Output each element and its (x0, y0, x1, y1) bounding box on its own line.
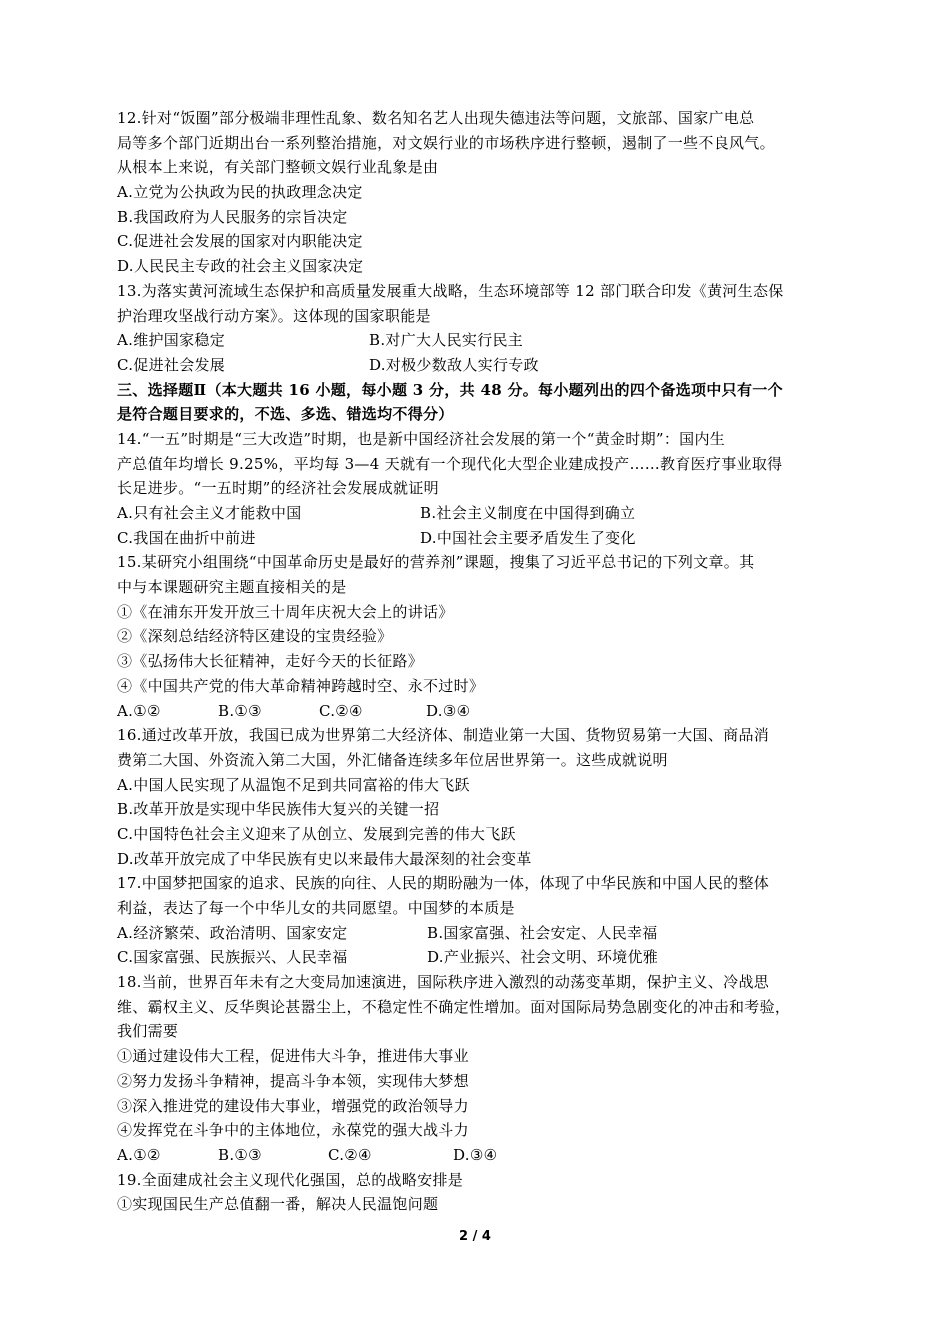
q18-item-2: ②努力发扬斗争精神，提高斗争本领，实现伟大梦想 (117, 1071, 469, 1090)
q15-option-c: C.②④ (319, 701, 363, 720)
q13-stem-line-1: 13.为落实黄河流域生态保护和高质量发展重大战略，生态环境部等 12 部门联合印发《黄河生态保 (117, 281, 784, 300)
q18-option-c: C.②④ (328, 1145, 372, 1164)
q14-stem-line-3: 长足进步。“一五时期”的经济社会发展成就证明 (117, 479, 439, 498)
q18-stem-line-1: 18.当前，世界百年未有之大变局加速演进，国际秩序进入激烈的动荡变革期，保护主义、冷战思 (117, 973, 770, 992)
q17-options-row-1 (117, 921, 837, 946)
q15-option-b: B.①③ (218, 701, 262, 720)
q13-options-row-2 (117, 353, 837, 378)
q18-stem-line-2: 维、霸权主义、反华舆论甚嚣尘上，不稳定性不确定性增加。面对国际局势急剧变化的冲击和考验， (117, 997, 791, 1016)
q18-item-1: ①通过建设伟大工程，促进伟大斗争，推进伟大事业 (117, 1047, 469, 1066)
q14-options-row-2 (117, 526, 837, 551)
q14-option-c: C.我国在曲折中前进 (117, 528, 256, 547)
q17-option-c: C.国家富强、民族振兴、人民幸福 (117, 948, 348, 967)
q13-option-a: A.维护国家稳定 (117, 331, 226, 350)
q16-option-c: C.中国特色社会主义迎来了从创立、发展到完善的伟大飞跃 (117, 824, 516, 843)
q12-stem-line-2: 局等多个部门近期出台一系列整治措施，对文娱行业的市场秩序进行整顿，遏制了一些不良风气。 (117, 133, 775, 152)
q15-item-4: ④《中国共产党的伟大革命精神跨越时空、永不过时》 (117, 676, 485, 695)
page-number: 2 / 4 (459, 1229, 491, 1244)
section-3-heading-line-2: 是符合题目要求的，不选、多选、错选均不得分） (117, 405, 454, 424)
q15-item-3: ③《弘扬伟大长征精神，走好今天的长征路》 (117, 652, 424, 671)
q15-stem-line-2: 中与本课题研究主题直接相关的是 (117, 578, 347, 597)
q14-stem-line-2: 产总值年均增长 9.25%，平均每 3—4 天就有一个现代化大型企业建成投产……教育医疗事业取得 (117, 454, 783, 473)
section-3-heading-line-1: 三、选择题Ⅱ（本大题共 16 小题，每小题 3 分，共 48 分。每小题列出的四个备选项中只有一个 (117, 380, 783, 399)
q17-stem-line-2: 利益，表达了每一个中华儿女的共同愿望。中国梦的本质是 (117, 899, 515, 917)
q15-options-row (117, 699, 837, 724)
q18-stem-line-3: 我们需要 (117, 1022, 179, 1041)
q15-item-2: ②《深刻总结经济特区建设的宝贵经验》 (117, 627, 393, 646)
q13-stem-line-2: 护治理攻坚战行动方案》。这体现的国家职能是 (117, 306, 431, 325)
q12-option-d: D.人民民主专政的社会主义国家决定 (117, 257, 364, 276)
q16-option-d: D.改革开放完成了中华民族有史以来最伟大最深刻的社会变革 (117, 849, 532, 868)
q18-option-d: D.③④ (453, 1145, 498, 1164)
q12-option-a: A.立党为公执政为民的执政理念决定 (117, 183, 363, 202)
q12-stem-line-3: 从根本上来说，有关部门整顿文娱行业乱象是由 (117, 158, 439, 177)
q14-option-d: D.中国社会主要矛盾发生了变化 (420, 528, 636, 547)
q18-option-b: B.①③ (218, 1145, 262, 1164)
q17-option-d: D.产业振兴、社会文明、环境优雅 (427, 948, 659, 967)
q12-option-c: C.促进社会发展的国家对内职能决定 (117, 232, 363, 251)
q17-option-b: B.国家富强、社会安定、人民幸福 (427, 923, 658, 942)
q13-option-b: B.对广大人民实行民主 (369, 331, 524, 350)
q18-option-a: A.①② (117, 1145, 161, 1164)
q15-option-d: D.③④ (426, 701, 471, 720)
q19-stem-line-1: 19.全面建成社会主义现代化强国，总的战略安排是 (117, 1170, 464, 1189)
q12-stem-line-1: 12.针对“饭圈”部分极端非理性乱象、数名知名艺人出现失德违法等问题，文旅部、国家广电总 (117, 109, 755, 127)
q15-option-a: A.①② (117, 701, 161, 720)
q14-option-b: B.社会主义制度在中国得到确立 (420, 504, 636, 522)
q12-option-b: B.我国政府为人民服务的宗旨决定 (117, 207, 348, 226)
q16-stem-line-1: 16.通过改革开放，我国已成为世界第二大经济体、制造业第一大国、货物贸易第一大国、商品消 (117, 726, 770, 745)
q14-options-row-1 (117, 501, 837, 526)
q13-options-row-1 (117, 328, 837, 353)
q18-options-row (117, 1143, 837, 1168)
q13-option-d: D.对极少数敌人实行专政 (369, 355, 539, 374)
q16-stem-line-2: 费第二大国、外资流入第二大国，外汇储备连续多年位居世界第一。这些成就说明 (117, 750, 668, 769)
q17-stem-line-1: 17.中国梦把国家的追求、民族的向往、人民的期盼融为一体，体现了中华民族和中国人民的整体 (117, 874, 770, 893)
q17-options-row-2 (117, 945, 837, 970)
exam-page (117, 106, 837, 1217)
q14-option-a: A.只有社会主义才能救中国 (117, 504, 302, 522)
q17-option-a: A.经济繁荣、政治清明、国家安定 (117, 923, 348, 942)
q15-item-1: ①《在浦东开发开放三十周年庆祝大会上的讲话》 (117, 602, 454, 621)
q19-item-1: ①实现国民生产总值翻一番，解决人民温饱问题 (117, 1195, 439, 1214)
q15-stem-line-1: 15.某研究小组围绕“中国革命历史是最好的营养剂”课题，搜集了习近平总书记的下列文章。其 (117, 553, 755, 572)
q18-item-3: ③深入推进党的建设伟大事业，增强党的政治领导力 (117, 1096, 469, 1115)
q16-option-a: A.中国人民实现了从温饱不足到共同富裕的伟大飞跃 (117, 775, 470, 794)
q18-item-4: ④发挥党在斗争中的主体地位，永葆党的强大战斗力 (117, 1121, 469, 1140)
q16-option-b: B.改革开放是实现中华民族伟大复兴的关键一招 (117, 800, 440, 819)
q13-option-c: C.促进社会发展 (117, 355, 226, 374)
q14-stem-line-1: 14.“一五”时期是“三大改造”时期，也是新中国经济社会发展的第一个“黄金时期”：国内生 (117, 429, 726, 448)
